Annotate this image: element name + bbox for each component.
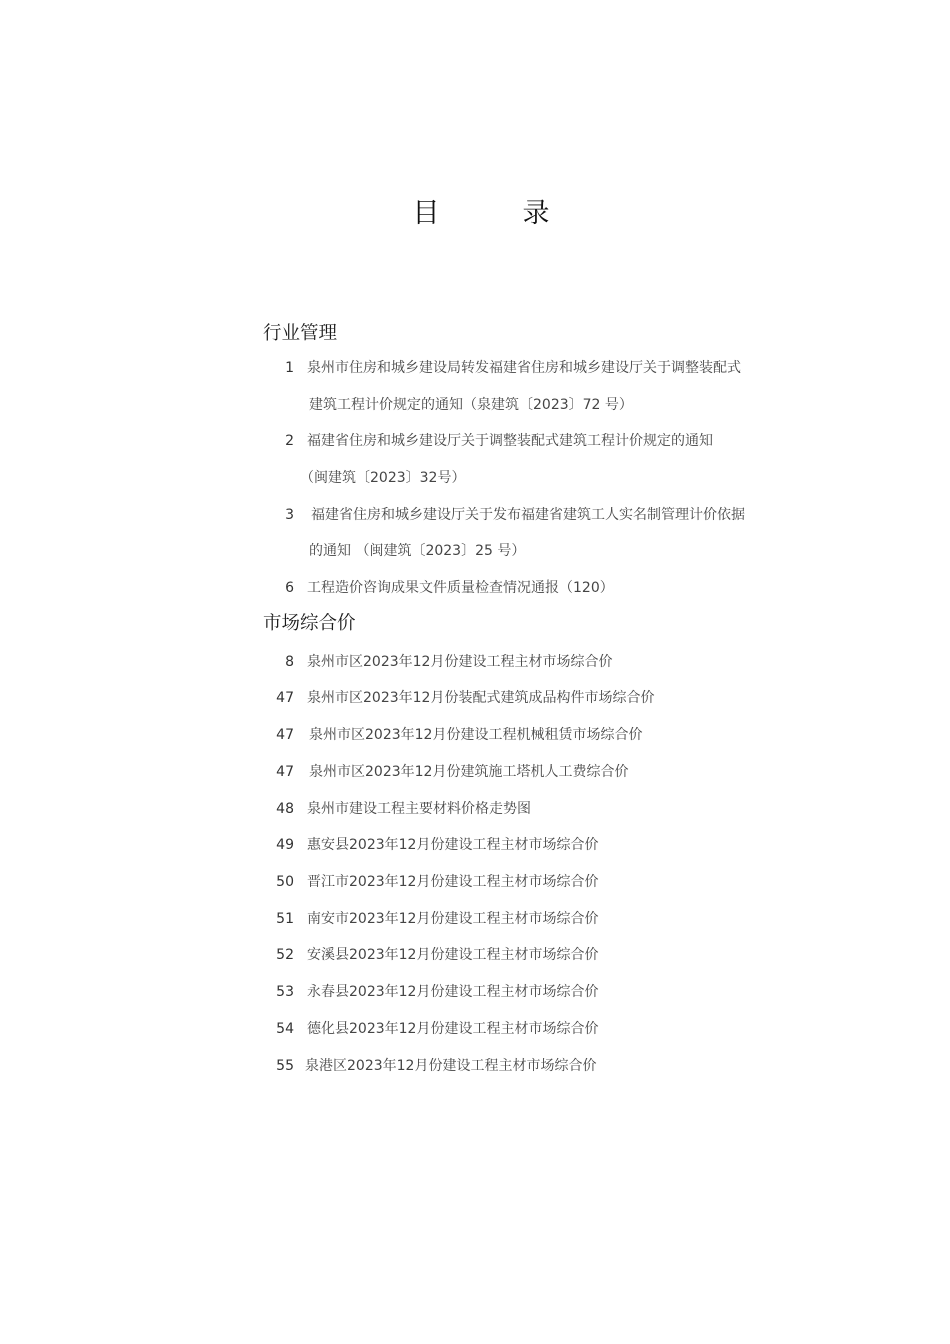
toc-entry-title: 泉州市住房和城乡建设局转发福建省住房和城乡建设厅关于调整装配式: [307, 360, 741, 376]
toc-page-number: 53: [276, 984, 294, 1000]
page-title: 目 录: [412, 198, 578, 229]
toc-page-number: 54: [276, 1021, 294, 1037]
toc-entry-title: 晋江市2023年12月份建设工程主材市场综合价: [307, 874, 599, 890]
toc-entry-title: 泉港区2023年12月份建设工程主材市场综合价: [305, 1058, 597, 1074]
toc-entry-title: 泉州市区2023年12月份建设工程机械租赁市场综合价: [309, 727, 643, 743]
toc-page-number: 8: [285, 654, 294, 670]
section-heading-market-prices: 市场综合价: [263, 613, 356, 634]
toc-entry-title: 安溪县2023年12月份建设工程主材市场综合价: [307, 947, 599, 963]
toc-entry-title: 泉州市区2023年12月份建筑施工塔机人工费综合价: [309, 764, 629, 780]
toc-entry-title: 福建省住房和城乡建设厅关于发布福建省建筑工人实名制管理计价依据: [311, 507, 745, 523]
toc-page-number: 3: [285, 507, 294, 523]
toc-page-number: 47: [276, 690, 294, 706]
toc-page-number: 47: [276, 727, 294, 743]
toc-page-number: 50: [276, 874, 294, 890]
toc-page-number: 6: [285, 580, 294, 596]
toc-entry-title: 泉州市区2023年12月份装配式建筑成品构件市场综合价: [307, 690, 655, 706]
toc-page-number: 1: [285, 360, 294, 376]
toc-entry-title: 永春县2023年12月份建设工程主材市场综合价: [307, 984, 599, 1000]
toc-entry-title: 泉州市区2023年12月份建设工程主材市场综合价: [307, 654, 613, 670]
toc-entry-title: 福建省住房和城乡建设厅关于调整装配式建筑工程计价规定的通知: [307, 433, 713, 449]
toc-page-number: 55: [276, 1058, 294, 1074]
toc-page-number: 51: [276, 911, 294, 927]
toc-page-number: 48: [276, 801, 294, 817]
toc-entry-continuation: 建筑工程计价规定的通知（泉建筑〔2023〕72 号）: [309, 397, 633, 413]
toc-entry-continuation: 的通知 （闽建筑〔2023〕25 号）: [309, 543, 526, 559]
section-heading-industry-management: 行业管理: [263, 323, 338, 344]
toc-page-number: 52: [276, 947, 294, 963]
toc-page-number: 49: [276, 837, 294, 853]
toc-entry-title: 泉州市建设工程主要材料价格走势图: [307, 801, 531, 817]
toc-entry-title: 南安市2023年12月份建设工程主材市场综合价: [307, 911, 599, 927]
toc-page-number: 2: [285, 433, 294, 449]
toc-page-number: 47: [276, 764, 294, 780]
toc-entry-continuation: （闽建筑〔2023〕32号）: [300, 470, 466, 486]
toc-entry-title: 惠安县2023年12月份建设工程主材市场综合价: [307, 837, 599, 853]
toc-entry-title: 德化县2023年12月份建设工程主材市场综合价: [307, 1021, 599, 1037]
toc-entry-title: 工程造价咨询成果文件质量检查情况通报（120）: [307, 580, 614, 596]
